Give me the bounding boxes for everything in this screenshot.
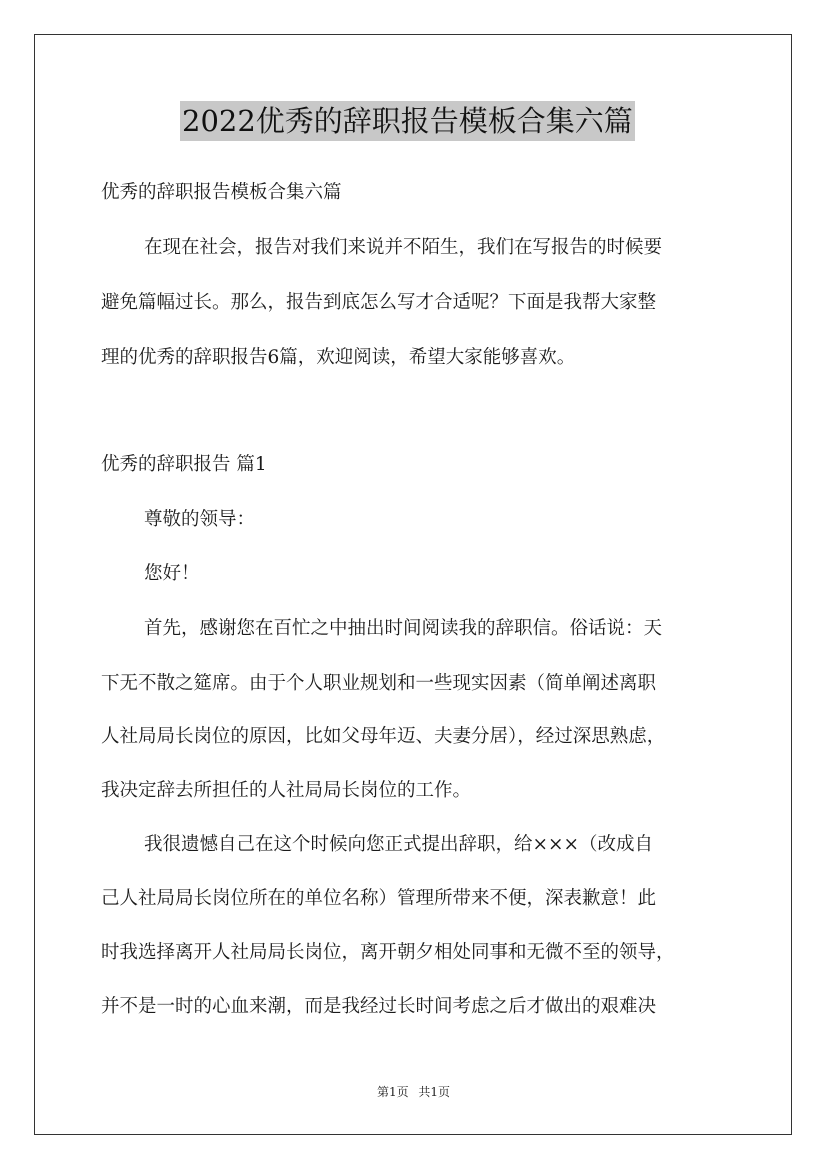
document-subtitle: 优秀的辞职报告模板合集六篇 bbox=[101, 182, 342, 203]
paragraph1-line-1: 首先，感谢您在百忙之中抽出时间阅读我的辞职信。俗话说：天 bbox=[144, 618, 663, 639]
paragraph1-line-4: 我决定辞去所担任的人社局局长岗位的工作。 bbox=[101, 780, 472, 801]
page-number: 第1页 bbox=[376, 1085, 409, 1099]
paragraph2-line-3: 时我选择离开人社局局长岗位，离开朝夕相处同事和无微不至的领导， bbox=[101, 942, 675, 963]
intro-line-3: 理的优秀的辞职报告6篇，欢迎阅读，希望大家能够喜欢。 bbox=[101, 347, 576, 368]
page-footer bbox=[0, 1084, 827, 1100]
paragraph1-line-3: 人社局局长岗位的原因，比如父母年迈、夫妻分居），经过深思熟虑， bbox=[101, 726, 666, 747]
salutation: 尊敬的领导： bbox=[144, 509, 256, 530]
document-title: 2022优秀的辞职报告模板合集六篇 bbox=[180, 101, 635, 141]
paragraph2-line-4: 并不是一时的心血来潮，而是我经过长时间考虑之后才做出的艰难决 bbox=[101, 996, 657, 1017]
intro-line-1: 在现在社会，报告对我们来说并不陌生，我们在写报告的时候要 bbox=[144, 237, 663, 258]
intro-line-2: 避免篇幅过长。那么，报告到底怎么写才合适呢？下面是我帮大家整 bbox=[101, 292, 657, 313]
paragraph1-line-2: 下无不散之筵席。由于个人职业规划和一些现实因素（简单阐述离职 bbox=[101, 673, 657, 694]
paragraph2-line-2: 己人社局局长岗位所在的单位名称）管理所带来不便，深表歉意！此 bbox=[101, 888, 657, 909]
greeting: 您好！ bbox=[144, 563, 200, 584]
page-total: 共1页 bbox=[418, 1085, 451, 1099]
section-heading: 优秀的辞职报告 篇1 bbox=[101, 454, 267, 475]
paragraph2-line-1: 我很遗憾自己在这个时候向您正式提出辞职，给×××（改成自 bbox=[144, 834, 654, 855]
